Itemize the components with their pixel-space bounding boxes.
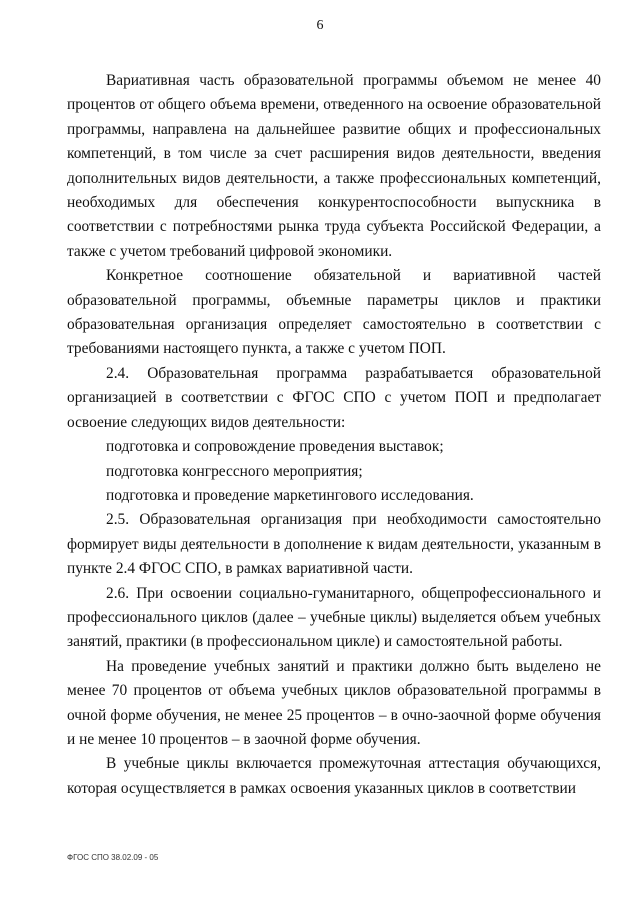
list-item: подготовка и сопровождение проведения выставок; — [106, 438, 444, 456]
paragraph-attestation: В учебные циклы включается промежуточная аттестация обучающихся, которая осуществляется в рамках освоения указанных циклов в соответствии — [67, 755, 601, 797]
paragraph-2-5: 2.5. Образовательная организация при необходимости самостоятельно формирует виды деятельности в дополнение к видам деятельности, указанным в пункте 2.4 ФГОС СПО, в рамках вариативной части. — [67, 511, 601, 578]
document-body — [67, 69, 601, 801]
paragraph-2-6: 2.6. При освоении социально-гуманитарного, общепрофессионального и профессионального циклов (далее – учебные циклы) выделяется объем учебных занятий, практики (в профессиональном цикле) и самостоятельной работы. — [67, 584, 601, 651]
paragraph-ratio: Конкретное соотношение обязательной и вариативной частей образовательной программы, объемные параметры циклов и практики образовательная организация определяет самостоятельно в соответствии с требованиями настоящего пункта, а также с учетом ПОП. — [67, 267, 601, 358]
paragraph-study-volume: На проведение учебных занятий и практики должно быть выделено не менее 70 процентов от объема учебных циклов образовательной программы в очной форме обучения, не менее 25 процентов – в очно-заочной форме обучения и не менее 10 процентов – в заочной форме обучения. — [67, 657, 601, 748]
list-item: подготовка и проведение маркетингового исследования. — [106, 486, 474, 504]
paragraph-2-4: 2.4. Образовательная программа разрабатывается образовательной организацией в соответствии с ФГОС СПО с учетом ПОП и предполагает освоение следующих видов деятельности: — [67, 364, 601, 431]
paragraph-variative-part: Вариативная часть образовательной программы объемом не менее 40 процентов от общего объема времени, отведенного на освоение образовательной программы, направлена на дальнейшее развитие общих и профессиональных компетенций, в том числе за счет расширения видов деятельности, введения дополнительных видов деятельности, а также профессиональных компетенций, необходимых для обеспечения конкурентоспособности выпускника в соответствии с потребностями рынка труда субъекта Российской Федерации, а также с учетом требований цифровой экономики. — [67, 72, 601, 260]
footer-document-code: ФГОС СПО 38.02.09 - 05 — [67, 853, 159, 862]
page-number: 6 — [316, 18, 324, 33]
list-item: подготовка конгрессного мероприятия; — [106, 462, 363, 480]
